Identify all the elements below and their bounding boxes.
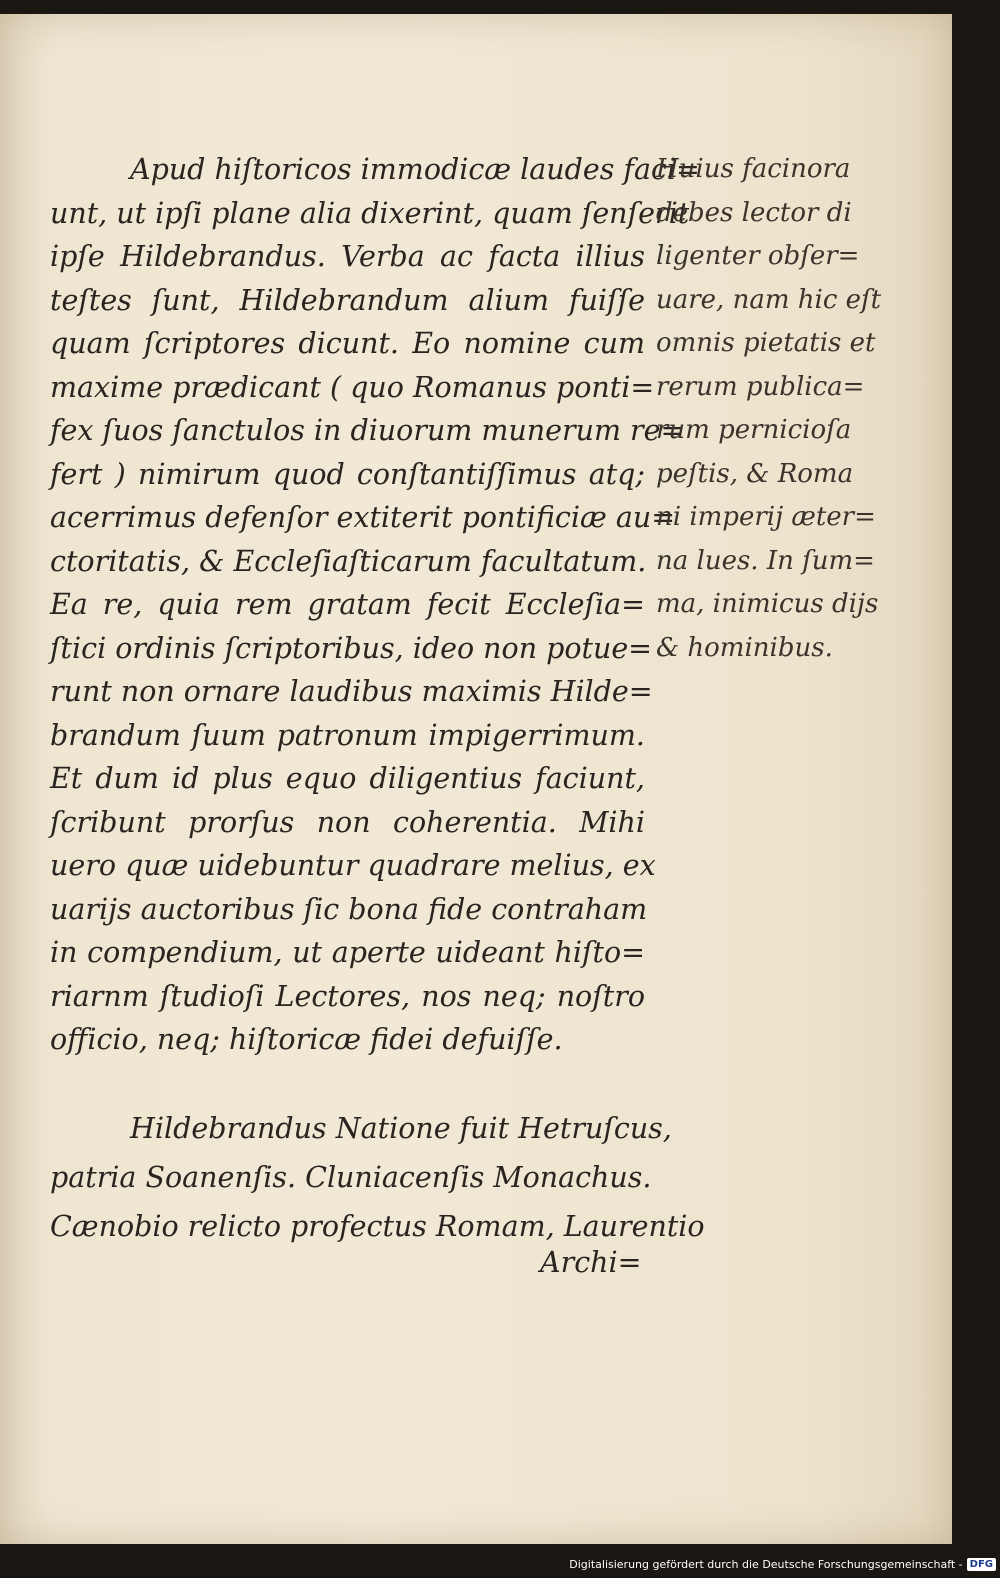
catchword: Archi=: [540, 1246, 642, 1279]
text-line: Et dum id plus equo diligentius faciunt,: [50, 762, 645, 795]
margin-note-line: ma, inimicus dijs: [656, 589, 879, 619]
text-line: fert ) nimirum quod conſtantiſſimus atq;: [50, 457, 645, 491]
text-line: teſtes ſunt, Hildebrandum alium fuiſſe: [50, 283, 645, 317]
main-text-block: [50, 148, 700, 1062]
text-line: officio, neq; hiſtoricæ fidei defuiſſe.: [50, 1023, 563, 1056]
text-line: in compendium, ut aperte uideant hiſto=: [50, 936, 645, 969]
margin-note-line: ligenter obſer=: [656, 241, 860, 271]
text-line: runt non ornare laudibus maximis Hilde=: [50, 675, 653, 708]
margin-note-line: peſtis, & Roma: [656, 458, 854, 489]
footer-credit: [569, 1553, 996, 1575]
text-line: uero quæ uidebuntur quadrare melius, ex: [50, 849, 656, 882]
text-line: acerrimus defenſor extiterit pontificiæ au=: [50, 501, 676, 534]
margin-note-line: rerum publica=: [656, 371, 865, 402]
margin-note-line: & hominibus.: [656, 632, 833, 663]
text-line: quam ſcriptores dicunt. Eo nomine cum: [50, 327, 645, 360]
margin-note-line: ni imperij æter=: [656, 502, 876, 532]
text-line: riarnm ſtudioſi Lectores, nos neq; noſtro: [50, 979, 645, 1013]
text-line: Ea re, quia rem gratam fecit Eccleſia=: [50, 588, 645, 621]
margin-note-line: rum pernicioſa: [656, 415, 852, 445]
text-line: ctoritatis, & Eccleſiaſticarum facultatum.: [50, 544, 647, 578]
text-line: ſtici ordinis ſcriptoribus, ideo non potue=: [50, 631, 653, 665]
dfg-logo-icon: DFG: [967, 1558, 996, 1571]
text-line: unt, ut ipſi plane alia dixerint, quam ſenſerit: [50, 196, 690, 230]
margin-note-line: Huius facinora: [656, 154, 851, 184]
margin-note: [656, 148, 882, 670]
text-line: patria Soanenſis. Cluniacenſis Monachus.: [50, 1161, 652, 1194]
text-line: uarijs auctoribus ſic bona fide contraham: [50, 892, 648, 926]
text-line: fex ſuos ſanctulos in diuorum munerum re=: [50, 414, 685, 447]
margin-note-line: omnis pietatis et: [656, 328, 876, 358]
text-line: Cænobio relicto profectus Romam, Laurentio: [50, 1210, 705, 1243]
margin-note-line: uare, nam hic eſt: [656, 284, 882, 315]
margin-note-line: na lues. In ſum=: [656, 545, 875, 576]
text-line: Apud hiſtoricos immodicæ laudes faci=: [130, 153, 700, 186]
text-line: ſcribunt prorſus non coherentia. Mihi: [50, 805, 645, 839]
text-line: ipſe Hildebrandus. Verba ac facta illius: [50, 240, 645, 273]
second-paragraph: [50, 1104, 705, 1251]
margin-note-line: debes lector di: [656, 197, 852, 228]
text-line: maxime prædicant ( quo Romanus ponti=: [50, 370, 655, 404]
footer-text: Digitalisierung gefördert durch die Deutsche Forschungsgemeinschaft -: [569, 1557, 963, 1571]
text-line: Hildebrandus Natione fuit Hetruſcus,: [130, 1112, 672, 1145]
text-line: brandum ſuum patronum impigerrimum.: [50, 718, 645, 752]
